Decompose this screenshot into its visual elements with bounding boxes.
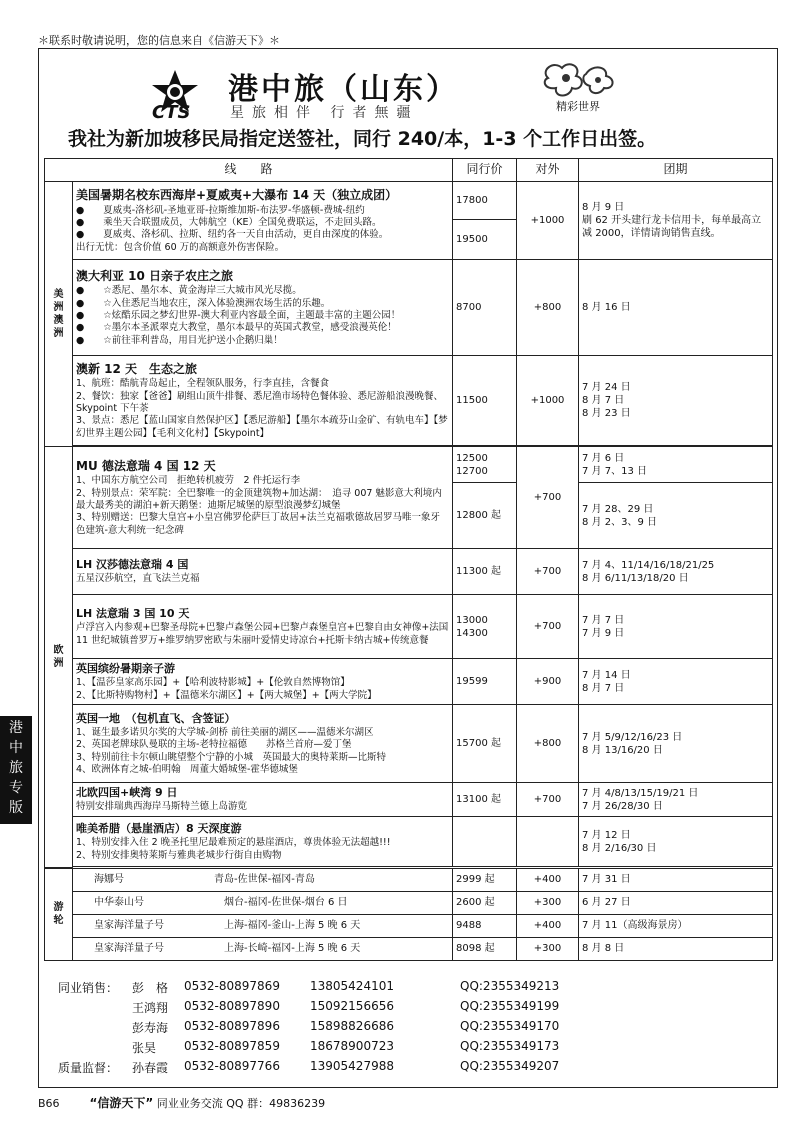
schedule-cell: 7 月 4、11/14/16/18/21/25 8 月 6/11/13/18/20 日	[579, 549, 773, 595]
retail-cell: +900	[517, 659, 579, 705]
retail-cell: +700	[517, 783, 579, 817]
cruise-route-cell: 海娜号 青岛-佐世保-福冈-青岛	[73, 868, 453, 891]
table-row	[45, 260, 773, 356]
schedule-cell: 7 月 7 日 7 月 9 日	[579, 595, 773, 659]
contact-phone: 0532-80897896	[184, 1019, 280, 1033]
schedule-cell: 7 月 5/9/12/16/23 日 8 月 13/16/20 日	[579, 705, 773, 783]
table-header-row	[45, 159, 773, 182]
price-cell: 15700 起	[453, 705, 517, 783]
retail-cell: +700	[517, 447, 579, 549]
header-peer-price: 同行价	[453, 159, 517, 182]
price-cell: 2600 起	[453, 891, 517, 914]
price-cell: 8700	[453, 260, 517, 356]
header-route: 线 路	[45, 159, 453, 182]
table-row	[45, 447, 773, 483]
price-cell: 12500 12700	[453, 447, 517, 483]
schedule-cell: 7 月 31 日	[579, 868, 773, 891]
supervise-label: 质量监督：	[58, 1061, 119, 1075]
supervisor-qq: QQ:2355349207	[460, 1059, 560, 1073]
retail-cell: +1000	[517, 356, 579, 446]
schedule-cell: 7 月 24 日 8 月 7 日 8 月 23 日	[579, 356, 773, 446]
contact-mobile: 13805424101	[310, 979, 394, 993]
retail-cell: +700	[517, 549, 579, 595]
retail-cell	[517, 817, 579, 867]
route-cell: MU 德法意瑞 4 国 12 天 1、中国东方航空公司 拒绝转机疲劳 2 件托运行李 2、特别景点：荣军院：全巴黎唯一的金顶建筑物+加达湖： 追寻 007 魅影意大利境内最大最秀美的湖泊+新天鹅堡：迪斯尼城堡的原型浪漫梦幻城堡 3、特别赠送：巴黎大皇宫+小皇宫佛罗伦萨巨丁故居+法兰克福歌德故居罗马唯一象牙色建筑-意大利统一纪念碑	[73, 447, 453, 549]
cruise-route-cell: 皇家海洋量子号 上海-长崎-福冈-上海 5 晚 6 天	[73, 937, 453, 960]
magazine-name: “信游天下”	[89, 1096, 154, 1110]
price-cell: 9488	[453, 914, 517, 937]
price-cell: 2999 起	[453, 868, 517, 891]
route-cell: 澳大利亚 10 日亲子农庄之旅 ● ☆悉尼、墨尔本、黄金海岸三大城市风光尽揽。 ● ☆入住悉尼当地农庄，深入体验澳洲农场生活的乐趣。 ● ☆炫酷乐园之梦幻世界-澳大利亚内容最全面，主题最丰富的主题公园！ ● ☆墨尔本圣派翠克大教堂，墨尔本最早的英国式教堂，感受浪漫英伦！ ● ☆前往菲利普岛，用目光护送小企鹅归巢！	[73, 260, 453, 356]
table-row	[45, 937, 773, 960]
side-tab: 港中旅专版	[0, 716, 32, 824]
schedule-cell: 6 月 27 日	[579, 891, 773, 914]
schedule-cell: 7 月 6 日 7 月 7、13 日	[579, 447, 773, 483]
footer	[38, 1094, 325, 1111]
contact-mobile: 15898826686	[310, 1019, 394, 1033]
region-americas: 美洲澳洲	[45, 182, 73, 447]
page-number: B66	[38, 1097, 60, 1110]
footer-text: 同业业务交流 QQ 群：49836239	[156, 1097, 326, 1110]
cruise-route-cell: 皇家海洋量子号 上海-福冈-釜山-上海 5 晚 6 天	[73, 914, 453, 937]
brand-name: 港中旅（山东）	[228, 72, 459, 107]
contact-qq: QQ:2355349213	[460, 979, 560, 993]
table-row	[45, 705, 773, 783]
route-cell: LH 汉莎德法意瑞 4 国 五星汉莎航空，直飞法兰克福	[73, 549, 453, 595]
table-row	[45, 182, 773, 220]
contact-mobile: 15092156656	[310, 999, 394, 1013]
schedule-cell: 7 月 11（高级海景房）	[579, 914, 773, 937]
contact-name: 王鸿翔	[132, 1001, 169, 1015]
route-cell: 北欧四国+峡湾 9 日 特别安排瑞典西海岸马斯特兰德上岛游览	[73, 783, 453, 817]
schedule-cell: 7 月 14 日 8 月 7 日	[579, 659, 773, 705]
route-cell: 英国缤纷暑期亲子游 1、【温莎皇家高乐园】+【哈利波特影城】+【伦敦自然博物馆】 2、【比斯特购物村】+【温德米尔湖区】+【两大城堡】+【两大学院】	[73, 659, 453, 705]
schedule-cell: 7 月 28、29 日 8 月 2、3、9 日	[579, 483, 773, 549]
retail-cell: +700	[517, 595, 579, 659]
retail-cell: +800	[517, 260, 579, 356]
price-cell: 11300 起	[453, 549, 517, 595]
supervisor-mobile: 13905427988	[310, 1059, 394, 1073]
price-cell: 11500	[453, 356, 517, 446]
supervisor-phone: 0532-80897766	[184, 1059, 280, 1073]
contact-qq: QQ:2355349173	[460, 1039, 560, 1053]
retail-cell: +300	[517, 891, 579, 914]
partner-logo-text: 精彩世界	[556, 100, 600, 113]
contact-phone: 0532-80897859	[184, 1039, 280, 1053]
schedule-cell: 7 月 4/8/13/15/19/21 日 7 月 26/28/30 日	[579, 783, 773, 817]
route-cell: 英国一地 （包机直飞、含签证） 1、诞生最多诺贝尔奖的大学城-剑桥 前往美丽的湖区——温德米尔湖区 2、英国老牌球队曼联的主场-老特拉福德 苏格兰首府—爱丁堡 3、特别前往卡尔顿山眺望整个宁静的小城 英国最大的奥特莱斯—比斯特 4、欧洲体育之城-伯明翰 周董大婚城堡-霍华德城堡	[73, 705, 453, 783]
price-cell: 12800 起	[453, 483, 517, 549]
table-row	[45, 817, 773, 867]
retail-cell: +800	[517, 705, 579, 783]
price-cell	[453, 817, 517, 867]
schedule-cell: 8 月 8 日	[579, 937, 773, 960]
contact-phone: 0532-80897869	[184, 979, 280, 993]
table-row	[45, 549, 773, 595]
table-row	[45, 914, 773, 937]
route-table	[44, 158, 773, 961]
table-row	[45, 783, 773, 817]
price-cell: 19599	[453, 659, 517, 705]
retail-cell: +1000	[517, 182, 579, 260]
table-row	[45, 356, 773, 446]
retail-cell: +300	[517, 937, 579, 960]
price-cell: 19500	[453, 220, 517, 260]
cruise-route-cell: 中华泰山号 烟台-福冈-佐世保-烟台 6 日	[73, 891, 453, 914]
top-note: ＊联系时敬请说明，您的信息来自《信游天下》＊	[38, 34, 280, 47]
price-cell: 8098 起	[453, 937, 517, 960]
schedule-cell: 7 月 12 日 8 月 2/16/30 日	[579, 817, 773, 867]
table-row	[45, 891, 773, 914]
sales-label: 同业销售：	[58, 981, 119, 995]
contact-qq: QQ:2355349170	[460, 1019, 560, 1033]
schedule-cell: 8 月 9 日 刷 62 开头建行龙卡信用卡，每单最高立减 2000，详情请询销售直线。	[579, 182, 773, 260]
header-retail: 对外	[517, 159, 579, 182]
contact-name: 张昊	[132, 1041, 157, 1055]
price-cell: 13100 起	[453, 783, 517, 817]
region-cruise: 游轮	[45, 868, 73, 960]
contact-name: 彭 格	[132, 981, 169, 995]
header-schedule: 团期	[579, 159, 773, 182]
price-cell: 13000 14300	[453, 595, 517, 659]
region-europe: 欧洲	[45, 447, 73, 868]
route-cell: LH 法意瑞 3 国 10 天 卢浮宫入内参观+巴黎圣母院+巴黎卢森堡公园+巴黎卢森堡皇宫+巴黎自由女神像+法国 11 世纪城镇普罗万+维罗纳罗密欧与朱丽叶爱情史诗凉台+托斯卡纳古城+传统意餐	[73, 595, 453, 659]
contact-phone: 0532-80897890	[184, 999, 280, 1013]
contact-name: 彭寿海	[132, 1021, 169, 1035]
contact-qq: QQ:2355349199	[460, 999, 560, 1013]
contact-mobile: 18678900723	[310, 1039, 394, 1053]
table-row	[45, 868, 773, 891]
schedule-cell: 8 月 16 日	[579, 260, 773, 356]
route-cell: 美国暑期名校东西海岸+夏威夷+大瀑布 14 天（独立成团） ● 夏威夷-洛杉矶-圣地亚哥-拉斯维加斯-布法罗-华盛顿-费城-纽约 ● 乘坐天合联盟成员，大韩航空（KE）全国免费联运，不走回头路。 ● 夏威夷、洛杉矶、拉斯、纽约各一天自由活动，更自由深度的体验。 出行无忧：包含价值 60 万的高额意外伤害保险。	[73, 182, 453, 260]
route-cell: 唯美希腊（悬崖酒店）8 天深度游 1、特别安排入住 2 晚圣托里尼最难预定的悬崖酒店，尊贵体验无法超越!!! 2、特别安排奥特莱斯与雅典老城步行街自由购物	[73, 817, 453, 867]
retail-cell: +400	[517, 914, 579, 937]
table-row	[45, 595, 773, 659]
route-cell: 澳新 12 天 生态之旅 1、航班：酷航青岛起止，全程领队服务，行李直挂，含餐食 2、餐饮：独家【爸爸】刷组山顶牛排餐、悉尼渔市场特色餐体验、悉尼游船浪漫晚餐、Skypoint 下午茶 3、景点：悉尼【蓝山国家自然保护区】【悉尼游船】【墨尔本疏芬山金矿、有轨电车】【梦幻世界主题公园】【毛利文化村】【Skypoint】	[73, 356, 453, 446]
brand-slogan: 星旅相伴 行者無疆	[230, 105, 419, 121]
price-cell: 17800	[453, 182, 517, 220]
supervisor-name: 孙春霞	[132, 1061, 169, 1075]
headline: 我社为新加坡移民局指定送签社，同行 240/本，1-3 个工作日出签。	[68, 128, 657, 150]
cts-label: CTS	[152, 102, 191, 123]
retail-cell: +400	[517, 868, 579, 891]
table-row	[45, 659, 773, 705]
